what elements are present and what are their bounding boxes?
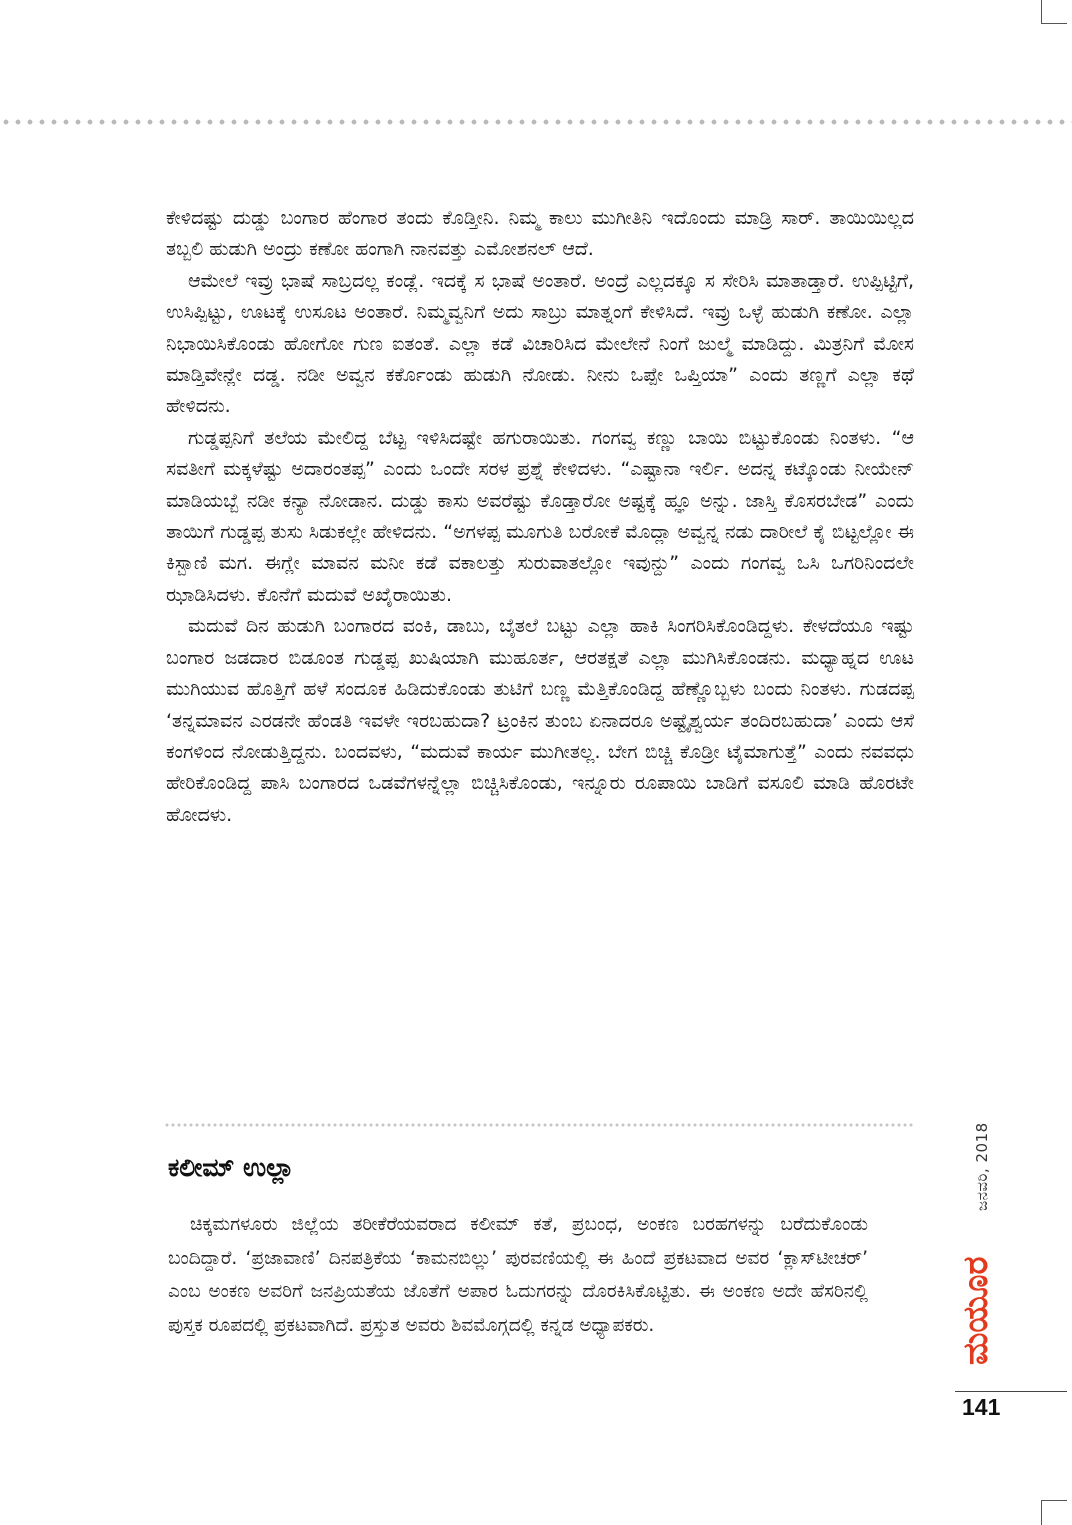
page-number-rule (955, 1391, 1067, 1392)
crop-mark-top-right (1041, 0, 1042, 24)
story-text (166, 203, 914, 831)
author-name: ಕಲೀಮ್ ಉಲ್ಲಾ (168, 1153, 295, 1182)
story-paragraph: ಮದುವೆ ದಿನ ಹುಡುಗಿ ಬಂಗಾರದ ವಂಕಿ, ಡಾಬು, ಬೈತಲೆ ಬಟ್ಟು ಎಲ್ಲಾ ಹಾಕಿ ಸಿಂಗರಿಸಿಕೊಂಡಿದ್ದಳು. ಕೇಳದೆಯೂ ಇಷ್ಟು ಬಂಗಾರ ಜಡದಾರ ಬಿಡೂಂತ ಗುಡ್ಡಪ್ಪ ಖುಷಿಯಾಗಿ ಮುಹೂರ್ತ, ಆರತಕ್ಷತೆ ಎಲ್ಲಾ ಮುಗಿಸಿಕೊಂಡನು. ಮಧ್ಯಾಹ್ನದ ಊಟ ಮುಗಿಯುವ ಹೊತ್ತಿಗೆ ಹಳೆ ಸಂದೂಕ ಹಿಡಿದುಕೊಂಡು ತುಟಿಗೆ ಬಣ್ಣ ಮೆತ್ತಿಕೊಂಡಿದ್ದ ಹೆಣ್ಣೊಬ್ಬಳು ಬಂದು ನಿಂತಳು. ಗುಡದಪ್ಪ ‘ತನ್ನಮಾವನ ಎರಡನೇ ಹೆಂಡತಿ ಇವಳೇ ಇರಬಹುದಾ? ಟ್ರಂಕಿನ ತುಂಬ ಏನಾದರೂ ಅಷ್ಟೈಶ್ವರ್ಯ ತಂದಿರಬಹುದಾ’ ಎಂದು ಆಸೆ ಕಂಗಳಿಂದ ನೋಡುತ್ತಿದ್ದನು. ಬಂದವಳು, “ಮದುವೆ ಕಾರ್ಯ ಮುಗೀತಲ್ಲ. ಬೇಗ ಬಿಚ್ಚಿ ಕೊಡ್ರೀ ಟೈಮಾಗುತ್ತೆ” ಎಂದು ನವವಧು ಹೇರಿಕೊಂಡಿದ್ದ ಪಾಸಿ ಬಂಗಾರದ ಒಡವೆಗಳನ್ನೆಲ್ಲಾ ಬಿಚ್ಚಿಸಿಕೊಂಡು, ಇನ್ನೂರು ರೂಪಾಯಿ ಬಾಡಿಗೆ ವಸೂಲಿ ಮಾಡಿ ಹೊರಟೇ ಹೋದಳು. (166, 615, 914, 826)
issue-date: ಜನವರಿ, 2018 (973, 1122, 991, 1212)
story-paragraph: ಕೇಳಿದಷ್ಟು ದುಡ್ಡು ಬಂಗಾರ ಹೆಂಗಾರ ತಂದು ಕೊಡ್ತೀನಿ. ನಿಮ್ಮ ಕಾಲು ಮುಗೀತಿನಿ ಇದೊಂದು ಮಾಡ್ರಿ ಸಾರ್. ತಾಯಿಯಿಲ್ಲದ ತಬ್ಬಲಿ ಹುಡುಗಿ ಅಂದ್ರು ಕಣೋ ಹಂಗಾಗಿ ನಾನವತ್ತು ಎಮೋಶನಲ್ ಆದೆ. (166, 207, 914, 261)
author-bio (168, 1208, 868, 1342)
section-divider (164, 1122, 914, 1128)
story-paragraph: ಆಮೇಲೆ ಇವ್ರು ಭಾಷೆ ಸಾಬ್ರದಲ್ಲ ಕಂಡ್ಲೆ. ಇದಕ್ಕೆ ಸ ಭಾಷೆ ಅಂತಾರೆ. ಅಂದ್ರೆ ಎಲ್ಲದಕ್ಕೂ ಸ ಸೇರಿಸಿ ಮಾತಾಡ್ತಾರೆ. ಉಪ್ಪಿಟ್ಟಿಗೆ, ಉಸಿಪ್ಪಿಟ್ಟು, ಊಟಕ್ಕೆ ಉಸೂಟ ಅಂತಾರೆ. ನಿಮ್ಮವ್ವನಿಗೆ ಅದು ಸಾಬ್ರು ಮಾತ್ನಂಗೆ ಕೇಳಿಸಿದೆ. ಇವ್ರು ಒಳ್ಳೆ ಹುಡುಗಿ ಕಣೋ. ಎಲ್ಲಾ ನಿಭಾಯಿಸಿಕೊಂಡು ಹೋಗೋ ಗುಣ ಐತಂತೆ. ಎಲ್ಲಾ ಕಡೆ ವಿಚಾರಿಸಿದ ಮೇಲೇನೆ ನಿಂಗೆ ಜುಲ್ಮೆ ಮಾಡಿದ್ದು. ಮಿತ್ರನಿಗೆ ಮೋಸ ಮಾಡ್ತಿವೇನ್ಲೇ ದಡ್ಡ. ನಡೀ ಅವ್ವನ ಕರ್ಕೊಂಡು ಹುಡುಗಿ ನೋಡು. ನೀನು ಒಪ್ಪೇ ಒಪ್ತಿಯಾ” ಎಂದು ತಣ್ಣಗೆ ಎಲ್ಲಾ ಕಥೆ ಹೇಳಿದನು. (166, 269, 914, 418)
header-dotted-rule (0, 118, 1072, 126)
crop-mark-top-right-h (1041, 23, 1067, 24)
crop-mark-bottom-right (1041, 1500, 1042, 1525)
crop-mark-bottom-right-h (1041, 1500, 1067, 1501)
author-bio-text: ಚಿಕ್ಕಮಗಳೂರು ಜಿಲ್ಲೆಯ ತರೀಕೆರೆಯವರಾದ ಕಲೀಮ್ ಕತೆ, ಪ್ರಬಂಧ, ಅಂಕಣ ಬರಹಗಳನ್ನು ಬರೆದುಕೊಂಡು ಬಂದಿದ್ದಾರೆ. ‘ಪ್ರಜಾವಾಣಿ’ ದಿನಪತ್ರಿಕೆಯ ‘ಕಾಮನಬಿಲ್ಲು’ ಪುರವಣಿಯಲ್ಲಿ ಈ ಹಿಂದೆ ಪ್ರಕಟವಾದ ಅವರ ‘ಕ್ಲಾಸ್‌ಟೀಚರ್’ ಎಂಬ ಅಂಕಣ ಅವರಿಗೆ ಜನಪ್ರಿಯತೆಯ ಜೊತೆಗೆ ಅಪಾರ ಓದುಗರನ್ನು ದೊರಕಿಸಿಕೊಟ್ಟಿತು. ಈ ಅಂಕಣ ಅದೇ ಹೆಸರಿನಲ್ಲಿ ಪುಸ್ತಕ ರೂಪದಲ್ಲಿ ಪ್ರಕಟವಾಗಿದೆ. ಪ್ರಸ್ತುತ ಅವರು ಶಿವಮೊಗ್ಗದಲ್ಲಿ ಕನ್ನಡ ಅಧ್ಯಾಪಕರು. (168, 1214, 868, 1336)
page-number: 141 (962, 1394, 1001, 1420)
magazine-logo: ಮಯೂರ (956, 1256, 996, 1366)
story-paragraph: ಗುಡ್ಡಪ್ಪನಿಗೆ ತಲೆಯ ಮೇಲಿದ್ದ ಬೆಟ್ಟ ಇಳಿಸಿದಷ್ಟೇ ಹಗುರಾಯಿತು. ಗಂಗವ್ವ ಕಣ್ಣು ಬಾಯಿ ಬಿಟ್ಟುಕೊಂಡು ನಿಂತಳು. “ಆ ಸವತೀಗೆ ಮಕ್ಕಳೆಷ್ಟು ಅದಾರಂತಪ್ಪ” ಎಂದು ಒಂದೇ ಸರಳ ಪ್ರಶ್ನೆ ಕೇಳಿದಳು. “ಎಷ್ಟಾನಾ ಇರ್ಲಿ. ಅದನ್ನ ಕಟ್ಕೊಂಡು ನೀಯೇನ್ ಮಾಡಿಯಬ್ಬೆ ನಡೀ ಕನ್ಯಾ ನೋಡಾನ. ದುಡ್ಡು ಕಾಸು ಅವರೆಷ್ಟು ಕೊಡ್ತಾರೋ ಅಷ್ಟಕ್ಕೆ ಹ್ಞೂ ಅನ್ನು. ಜಾಸ್ತಿ ಕೊಸರಬೇಡ” ಎಂದು ತಾಯಿಗೆ ಗುಡ್ಡಪ್ಪ ತುಸು ಸಿಡುಕಲ್ಲೇ ಹೇಳಿದನು. “ಅಗಳಪ್ಪ ಮೂಗುತಿ ಬರೋಕೆ ಮೊದ್ಲಾ ಅವ್ವನ್ನ ನಡು ದಾರೀಲೆ ಕೈ ಬಿಟ್ಟಲ್ಲೋ ಈ ಕಿಸ್ಬಾಣಿ ಮಗ. ಈಗ್ಲೇ ಮಾವನ ಮನೀ ಕಡೆ ವಕಾಲತ್ತು ಸುರುವಾತಲ್ಲೋ ಇವುನ್ದು” ಎಂದು ಗಂಗವ್ವ ಒಸಿ ಒಗರಿನಿಂದಲೇ ಝಾಡಿಸಿದಳು. ಕೊನೆಗೆ ಮದುವೆ ಅಖೈರಾಯಿತು. (166, 426, 914, 606)
